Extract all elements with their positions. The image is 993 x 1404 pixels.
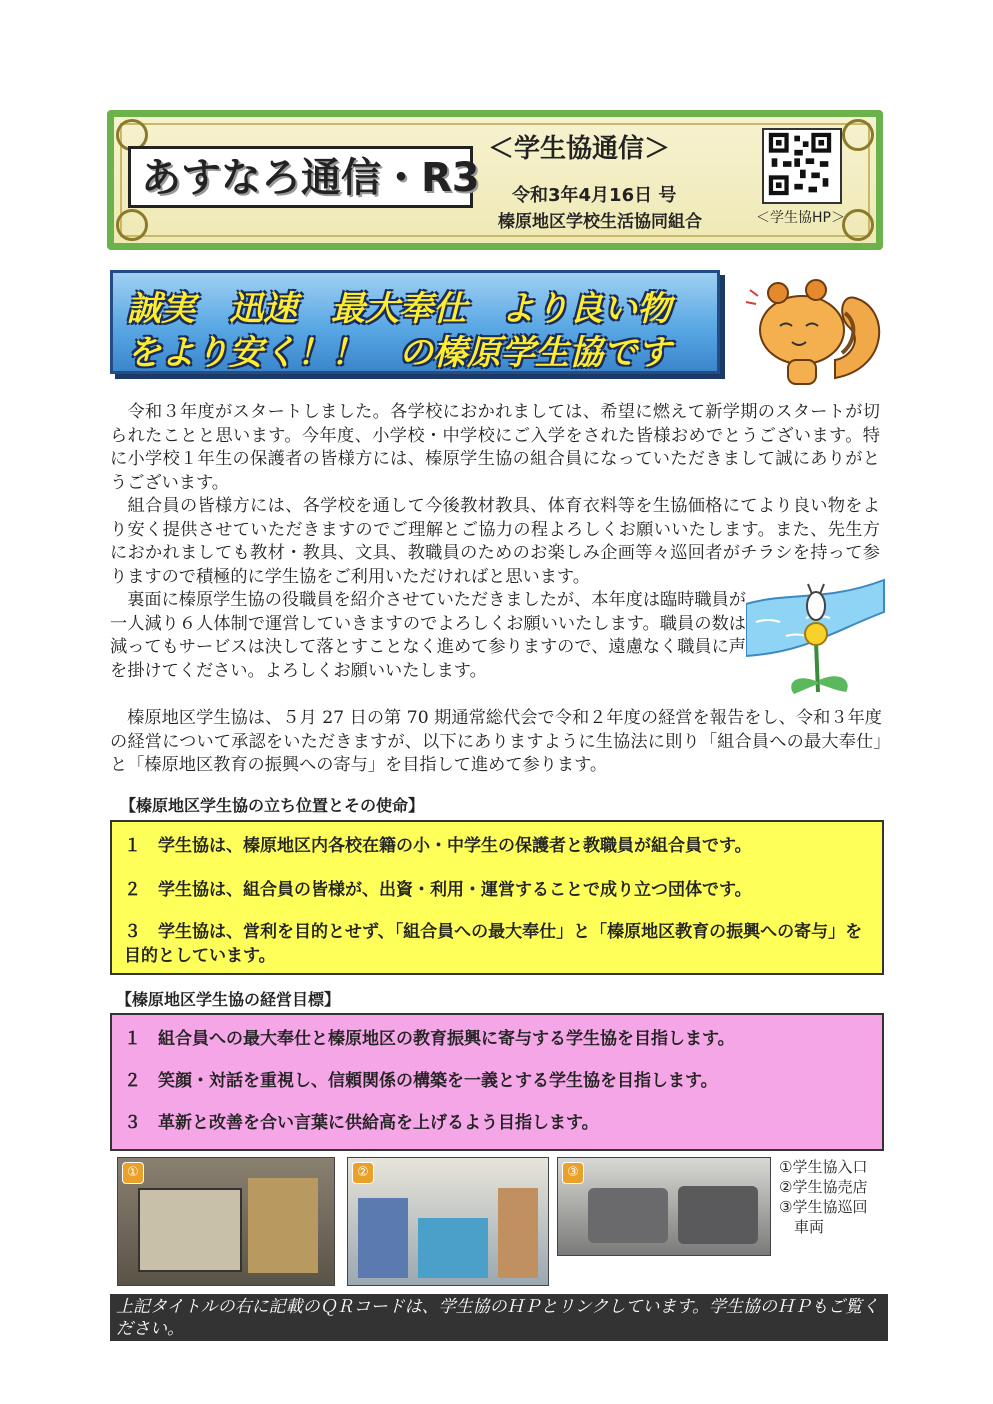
corner-ornament-icon	[116, 209, 148, 241]
mission-heading: 【榛原地区学生協の立ち位置とその使命】	[120, 796, 425, 815]
store-shelf-left	[358, 1198, 408, 1278]
goals-item-2: ２ 笑顔・対話を重視し、信頼関係の構築を一義とする学生協を目指します。	[124, 1071, 718, 1091]
squirrel-illustration-icon	[740, 268, 890, 388]
photo-entrance	[117, 1157, 335, 1286]
goals-heading: 【榛原地区学生協の経営目標】	[116, 990, 341, 1009]
newsletter-title: あすなろ通信・R3	[128, 146, 473, 208]
organization-name: 榛原地区学校生活協同組合	[498, 212, 702, 232]
photo-vehicles	[557, 1157, 771, 1256]
issue-date: 令和3年4月16日 号	[512, 185, 677, 206]
mission-item-1: １ 学生協は、榛原地区内各校在籍の小・中学生の保護者と教職員が組合員です。	[124, 836, 752, 856]
qr-code-label: ＜学生協HP＞	[756, 210, 845, 226]
corner-ornament-icon	[842, 119, 874, 151]
footer-note: 上記タイトルの右に記載のＱＲコードは、学生協のＨＰとリンクしています。学生協のＨＰもご覧ください。	[110, 1294, 888, 1341]
entrance-door	[138, 1188, 242, 1272]
section-tag: ＜学生協通信＞	[488, 134, 671, 164]
goals-item-3: ３ 革新と改善を合い言葉に供給高を上げるよう目指します。	[124, 1113, 599, 1133]
body-paragraph-4: 榛原地区学生協は、５月 27 日の第 70 期通常総代会で令和２年度の経営を報告をし、令和３年度の経営について承認をいただきますが、以下にありますように生協法に則り「組合員への最大奉仕」と「榛原地区教育の振興への寄与」を目指して進めて参ります。	[110, 708, 882, 775]
slogan-line-1: 誠実 迅速 最大奉仕 より良い物	[127, 289, 671, 329]
goals-box	[110, 1013, 884, 1151]
store-shelf-right	[498, 1188, 538, 1278]
photo-captions	[779, 1157, 867, 1237]
body-paragraph-3: 裏面に榛原学生協の役職員を紹介させていただきましたが、本年度は臨時職員が一人減り６人体制で運営していきますのでよろしくお願いいたします。職員の数は減ってもサービスは決して落とすことなく進めて参りますので、遠慮なく職員に声を掛けてください。よろしくお願いいたします。	[110, 590, 746, 681]
photo-number-1: ①	[122, 1162, 144, 1184]
mission-box	[110, 820, 884, 975]
qr-code-icon[interactable]	[762, 128, 842, 204]
corner-ornament-icon	[842, 209, 874, 241]
body-paragraph-1: 令和３年度がスタートしました。各学校におかれましては、希望に燃えて新学期のスタートが切られたことと思います。今年度、小学校・中学校にご入学をされた皆様おめでとうございます。特に小学校１年生の保護者の皆様方には、榛原学生協の組合員になっていただきまして誠にありがとうございます。	[110, 402, 880, 493]
van-2	[678, 1186, 758, 1244]
caption-1: ①学生協入口	[779, 1158, 868, 1176]
photo-number-2: ②	[352, 1162, 374, 1184]
caption-3: ③学生協巡回	[779, 1198, 868, 1216]
body-paragraph-2: 組合員の皆様方には、各学校を通して今後教材教具、体育衣料等を生協価格にてより良い物をより安く提供させていただきますのでご理解とご協力の程よろしくお願いいたします。また、先生方におかれましても教材・教具、文具、教職員のためのお楽しみ企画等々巡回者がチラシを持って参りますので積極的に学生協をご利用いただければと思います。	[110, 496, 880, 587]
goals-item-1: １ 組合員への最大奉仕と榛原地区の教育振興に寄与する学生協を目指します。	[124, 1029, 735, 1049]
mission-item-2: ２ 学生協は、組合員の皆様が、出資・利用・運営することで成り立つ団体です。	[124, 880, 752, 900]
mission-item-3: ３ 学生協は、営利を目的とせず、「組合員への最大奉仕」と「榛原地区教育の振興への寄与」を目的としています。	[124, 922, 863, 966]
river-dandelion-illustration-icon	[746, 572, 886, 700]
slogan-banner	[110, 270, 720, 374]
caption-2: ②学生協売店	[779, 1178, 868, 1196]
entrance-wall	[248, 1178, 318, 1273]
caption-4: 車両	[779, 1218, 825, 1236]
van-1	[588, 1188, 668, 1243]
store-counter	[418, 1218, 488, 1278]
photo-store	[347, 1157, 549, 1286]
qr-code-graphic	[764, 130, 836, 198]
photo-number-3: ③	[562, 1162, 584, 1184]
slogan-line-2: をより安く！！ の榛原学生協です	[127, 333, 671, 373]
